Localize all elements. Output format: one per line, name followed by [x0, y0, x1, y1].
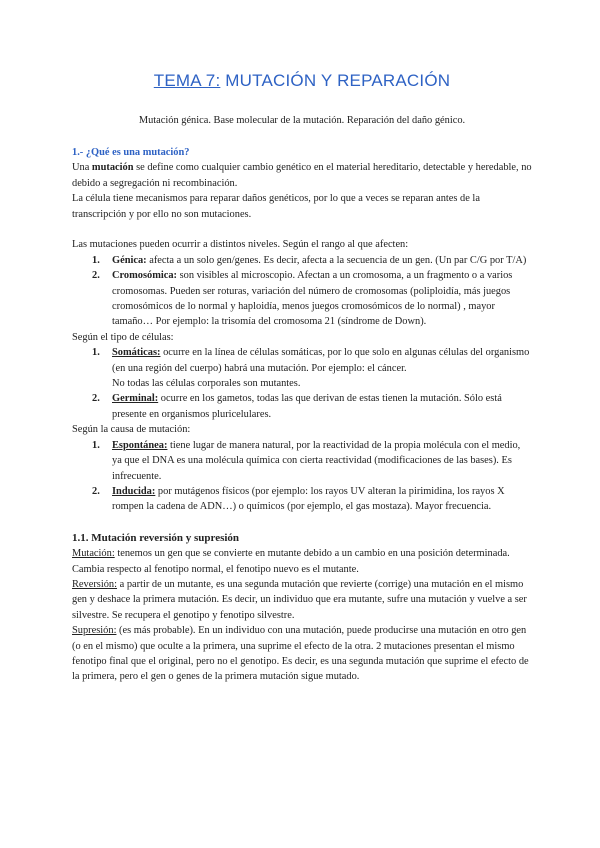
list-text: tiene lugar de manera natural, por la reactividad de la propia molécula con el medio, ya que el DNA es una molécula química con cierta reactividad (modificaciones de las bases). Es infrecuente. [112, 439, 521, 482]
list-item [72, 253, 532, 268]
list-term: Inducida: [112, 485, 156, 497]
section-heading-1: 1.- ¿Qué es una mutación? [72, 147, 190, 158]
text-fragment: tenemos un gen que se convierte en mutante debido a un cambio en una posición determinada. Cambia respecto al fenotipo normal, el fenotipo nuevo es el mutante. [72, 548, 510, 575]
list-text: por mutágenos físicos (por ejemplo: los rayos UV alteran la pirimidina, los rayos X rompen la cadena de ADN…) o químicos (por ejemplo, el gas mostaza). Mayor frecuencia. [112, 485, 505, 513]
causes-list [72, 438, 532, 515]
list-number: 1. [92, 254, 100, 266]
list-number: 2. [92, 270, 100, 282]
title-rest: MUTACIÓN Y REPARACIÓN [220, 71, 451, 90]
paragraph-definition [72, 160, 532, 191]
text-fragment: Una [72, 162, 92, 174]
list-term: Somáticas: [112, 347, 161, 359]
levels-intro: Las mutaciones pueden ocurrir a distintos niveles. Según el rango al que afecten: [72, 239, 409, 251]
text-fragment: (es más probable). En un individuo con una mutación, puede producirse una mutación en otro gen (o en el mismo) que oculte a la primera, una suprime el efecto de la otra. 2 mutaciones presentan el mismo fenotipo final que el original, pero no el genotipo. Es decir, es una segunda mutación que suprime el efecto de la primera, pero el gen o genes de la primera mutación sigue mutado. [72, 625, 529, 683]
list-term: Espontánea: [112, 439, 168, 451]
paragraph-reversion [72, 577, 532, 623]
list-number: 2. [92, 393, 100, 405]
levels-list [72, 253, 532, 330]
list-item [72, 438, 532, 484]
list-extra: No todas las células corporales son mutantes. [112, 378, 301, 390]
section-heading-1-1: 1.1. Mutación reversión y supresión [72, 531, 240, 544]
list-item [72, 345, 532, 391]
document-body [72, 145, 532, 685]
term-supresion: Supresión: [72, 625, 117, 637]
list-item [72, 484, 532, 515]
term-mutacion-def: Mutación: [72, 548, 115, 560]
cells-intro: Según el tipo de células: [72, 331, 174, 343]
term-mutacion: mutación [91, 162, 134, 174]
paragraph-supresion [72, 623, 532, 685]
list-item [72, 391, 532, 422]
list-text: son visibles al microscopio. Afectan a un cromosoma, a un fragmento o a varios cromosomas. Pueden ser roturas, variación del número de cromosomas (poliploidía, más juegos cromosómicos de lo normal y haploidía, menos juegos cromosómicos de lo normal) , mayor tamaño… Por ejemplo: la trisomía del cromosoma 21 (síndrome de Down). [112, 270, 513, 328]
list-text: afecta a un solo gen/genes. Es decir, afecta a la secuencia de un gen. (Un par C/G por T/A) [146, 254, 527, 266]
text-fragment: se define como cualquier cambio genético en el material hereditario, detectable y heredable, no debido a segregación ni recombinación. [72, 162, 532, 189]
text-fragment: a partir de un mutante, es una segunda mutación que revierte (corrige) una mutación en el mismo gen y deshace la primera mutación. Es decir, un individuo que era mutante, sufre una mutación y vuelve a ser silvestre. Se recupera el genotipo y fenotipo silvestre. [72, 578, 527, 621]
cells-list [72, 345, 532, 422]
list-term: Germinal: [112, 393, 159, 405]
page-title [72, 70, 532, 92]
list-text: ocurre en la línea de células somáticas, por lo que solo en algunas células del organismo (en una región del cuerpo) habrá una mutación. Por ejemplo: el cáncer. [112, 347, 530, 374]
list-term: Cromosómica: [112, 270, 178, 282]
list-item [72, 268, 532, 330]
list-number: 1. [92, 439, 100, 451]
list-number: 1. [92, 347, 100, 359]
title-prefix: TEMA 7: [153, 71, 221, 90]
list-text: ocurre en los gametos, todas las que derivan de estas tienen la mutación. Sólo está presente en organismos pluricelulares. [112, 393, 502, 420]
page-subtitle: Mutación génica. Base molecular de la mutación. Reparación del daño génico. [138, 115, 466, 126]
term-reversion: Reversión: [72, 578, 118, 590]
paragraph-repair: La célula tiene mecanismos para reparar daños genéticos, por lo que a veces se reparan antes de la transcripción y por ello no son mutaciones. [72, 193, 480, 220]
cause-intro: Según la causa de mutación: [72, 424, 191, 436]
list-term: Génica: [112, 254, 147, 266]
list-number: 2. [92, 485, 100, 497]
paragraph-mutacion [72, 546, 532, 577]
